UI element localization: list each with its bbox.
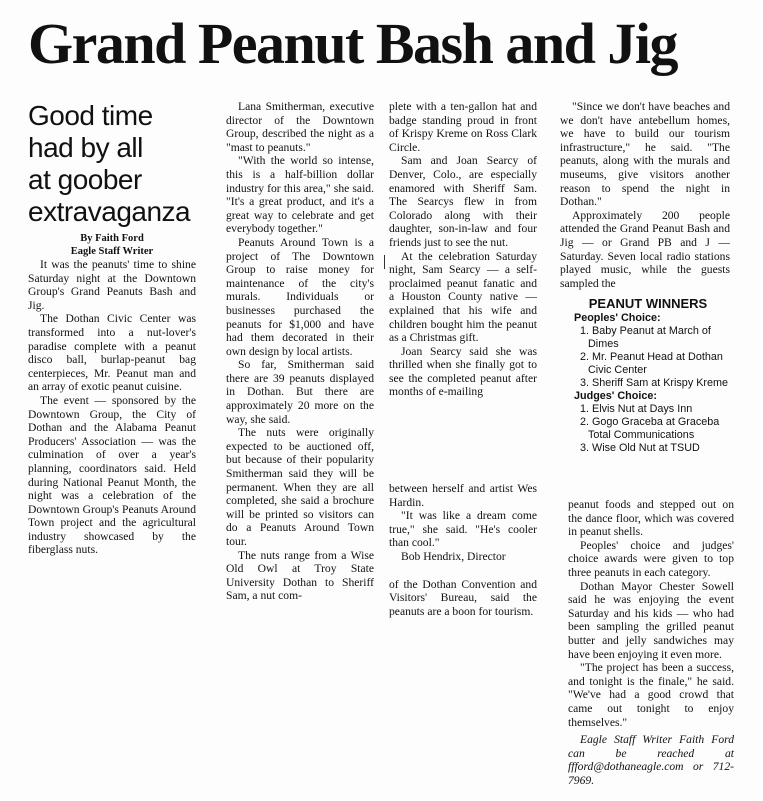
winners-title: PEANUT WINNERS xyxy=(588,296,708,311)
paragraph: The event — sponsored by the Downtown Group, the City of Dothan and the Alabama Peanut Producers' Association — was the culmination of over a year's planning, coordinators said. Held during National Peanut Month, the night was a celebration of the Downtown Group's Peanuts Around Town project and the agricultural industry showcased by the fiberglass nuts. xyxy=(28,393,196,557)
paragraph: of the Dothan Convention and Visitors' Bureau, said the peanuts are a boon for tourism. xyxy=(389,577,537,618)
subhead-line: extravaganza xyxy=(28,196,191,227)
paragraph: The Dothan Civic Center was transformed into a nut-lover's paradise complete with a peanut disco ball, burlap-peanut bag centerpieces, Mr. Peanut man and an array of exotic peanut cuisine. xyxy=(28,312,196,394)
column-3-top xyxy=(389,100,537,399)
paragraph: between herself and artist Wes Hardin. xyxy=(389,482,537,509)
paragraph: Peoples' choice and judges' choice awards were given to top three peanuts in each category. xyxy=(568,538,734,579)
winner-item: 3. Wise Old Nut at TSUD xyxy=(580,442,700,454)
paragraph: "It was like a dream come true," she said. "He's cooler than cool." xyxy=(389,509,537,550)
column-divider xyxy=(384,255,385,269)
paragraph: "The project has been a success, and tonight is the finale," he said. "We've had a good crowd that came out tonight to enjoy themselves." xyxy=(568,661,734,729)
column-4-top xyxy=(560,100,730,290)
paragraph: Approximately 200 people attended the Grand Peanut Bash and Jig — or Grand PB and J — Saturday. Seven local radio stations played music, while the guests sampled the xyxy=(560,208,730,290)
winner-item: 2. Gogo Graceba at Graceba Total Communications xyxy=(580,416,720,441)
judges-choice-label: Judges' Choice: xyxy=(574,390,657,402)
paragraph: It was the peanuts' time to shine Saturday night at the Downtown Group's Grand Peanuts Bash and Jig. xyxy=(28,258,196,312)
paragraph: Joan Searcy said she was thrilled when she finally got to see the completed peanut after months of e-mailing xyxy=(389,344,537,399)
paragraph: Dothan Mayor Chester Sowell said he was enjoying the event Saturday and his kids — who had been sampling the grilled peanut butter and jelly sandwiches may have been enjoying it even more. xyxy=(568,579,734,661)
byline-role: Eagle Staff Writer xyxy=(70,246,154,257)
signoff: Eagle Staff Writer Faith Ford can be reached at ffford@dothaneagle.com or 712-7969. xyxy=(568,733,734,787)
peoples-choice-label: Peoples' Choice: xyxy=(574,312,661,324)
paragraph: Peanuts Around Town is a project of The Downtown Group to raise money for maintenance of the city's murals. Individuals or businesses purchased the peanuts for $1,000 and have had them decorated in their own design by local artists. xyxy=(226,235,374,358)
column-1 xyxy=(28,100,196,557)
winner-item: 3. Sheriff Sam at Krispy Kreme xyxy=(580,377,729,389)
paragraph: plete with a ten-gallon hat and badge standing proud in front of Krispy Kreme on Ross Clark Circle. xyxy=(389,100,537,154)
paragraph: So far, Smitherman said there are 39 peanuts displayed in Dothan. But there are approximately 20 more on the way, she said. xyxy=(226,358,374,426)
subhead-line: Good time xyxy=(28,100,153,131)
winner-item: 1. Baby Peanut at March of Dimes xyxy=(580,325,711,350)
subhead xyxy=(28,100,196,228)
column-4-bottom xyxy=(568,498,734,787)
paragraph: "With the world so intense, this is a half-billion dollar industry for this area," she said. "It's a great product, and it's a great way to celebrate and get everybody together." xyxy=(226,154,374,236)
paragraph: The nuts range from a Wise Old Owl at Troy State University Dothan to Sheriff Sam, a nut com- xyxy=(226,548,374,603)
paragraph: Bob Hendrix, Director xyxy=(401,549,506,563)
peanut-winners-box xyxy=(560,296,736,455)
subhead-line: at goober xyxy=(28,164,142,195)
paragraph: Sam and Joan Searcy of Denver, Colo., are especially enamored with Sheriff Sam. The Searcys flew in from Colorado along with their daughter, son-in-law and four friends just to see the nut. xyxy=(389,154,537,249)
paragraph: peanut foods and stepped out on the dance floor, which was covered in peanut shells. xyxy=(568,498,734,539)
winner-item: 2. Mr. Peanut Head at Dothan Civic Center xyxy=(580,351,723,376)
paragraph: At the celebration Saturday night, Sam Searcy — a self-proclaimed peanut fanatic and a Houston County native — explained that his wife and children bought him the peanut as a Christmas gift. xyxy=(389,249,537,345)
paragraph: "Since we don't have beaches and we don't have antebellum homes, we have to build our tourism infrastructure," he said. "The peanuts, along with the murals and museums, give visitors another reason to spend the night in Dothan." xyxy=(560,100,730,209)
column-3-bottom xyxy=(389,482,537,618)
paragraph: The nuts were originally expected to be auctioned off, but because of their popularity Smitherman said they will be permanent. When they are all completed, she said a brochure will be printed so visitors can do a Peanuts Around Town tour. xyxy=(226,426,374,548)
column-2 xyxy=(226,100,374,603)
byline-name: By Faith Ford xyxy=(80,233,144,244)
subhead-line: had by all xyxy=(28,132,143,163)
headline: Grand Peanut Bash and Jig xyxy=(28,11,678,76)
paragraph: Lana Smitherman, executive director of the Downtown Group, described the night as a "mast to peanuts." xyxy=(226,100,374,154)
winner-item: 1. Elvis Nut at Days Inn xyxy=(580,403,693,415)
